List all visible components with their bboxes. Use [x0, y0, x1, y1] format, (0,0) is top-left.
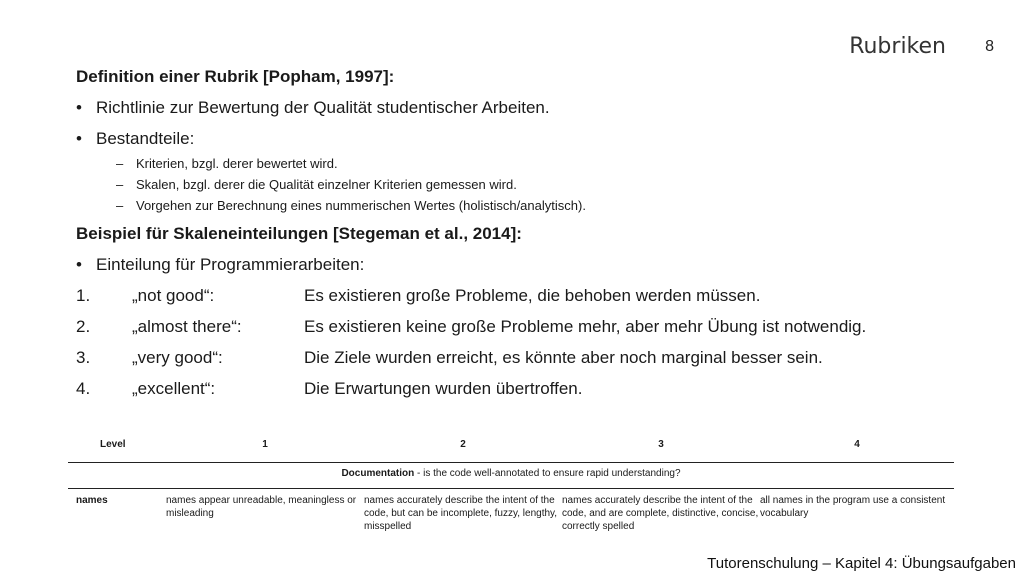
rubric-cell: names accurately describe the intent of the code, and are complete, distinctive, concise, correctly spelled: [562, 495, 759, 532]
section-heading-example: Beispiel für Skaleneinteilungen [Stegeman et al., 2014]:: [76, 224, 522, 243]
table-row: [68, 489, 954, 533]
level-item: [76, 347, 976, 369]
header-cell-4: 4: [854, 439, 860, 450]
bullet-item: [76, 254, 976, 276]
rubric-section-row: [68, 463, 954, 488]
dash-icon: –: [116, 177, 124, 192]
level-number: 2.: [76, 317, 91, 336]
level-item: [76, 285, 976, 307]
level-description: Es existieren große Probleme, die behoben werden müssen.: [304, 286, 761, 305]
level-item: [76, 316, 976, 338]
header-cell-3: 3: [658, 439, 664, 450]
level-label: „very good“:: [132, 348, 223, 367]
level-label: „excellent“:: [132, 379, 216, 398]
header-cell-1: 1: [262, 439, 268, 450]
sub-item: [76, 197, 976, 215]
rubric-cell: all names in the program use a consistent vocabulary: [760, 495, 946, 519]
rubric-table: [68, 436, 954, 533]
slide-title: Rubriken: [849, 34, 946, 59]
level-number: 4.: [76, 379, 91, 398]
sub-item-text: Vorgehen zur Berechnung eines nummerischen Wertes (holistisch/analytisch).: [136, 198, 586, 213]
sub-item: [76, 176, 976, 194]
level-label: „not good“:: [132, 286, 215, 305]
bullet-dot-icon: •: [76, 98, 82, 117]
bullet-text: Bestandteile:: [96, 129, 195, 148]
sub-item: [76, 155, 976, 173]
slide-content: [76, 66, 976, 400]
sub-item-text: Skalen, bzgl. derer die Qualität einzelner Kriterien gemessen wird.: [136, 177, 517, 192]
slide-footer: Tutorenschulung – Kapitel 4: Übungsaufgaben: [707, 555, 1016, 572]
level-description: Die Erwartungen wurden übertroffen.: [304, 379, 583, 398]
rubric-cell: names accurately describe the intent of the code, but can be incomplete, fuzzy, lengthy, misspelled: [364, 495, 558, 532]
dash-icon: –: [116, 198, 124, 213]
bullet-text: Einteilung für Programmierarbeiten:: [96, 255, 365, 274]
header-cell-level: Level: [100, 439, 126, 450]
section-title: Documentation: [341, 468, 415, 479]
bullet-dot-icon: •: [76, 255, 82, 274]
level-number: 3.: [76, 348, 91, 367]
section-heading-definition: Definition einer Rubrik [Popham, 1997]:: [76, 67, 395, 86]
level-label: „almost there“:: [132, 317, 242, 336]
criterion-cell: names: [76, 495, 108, 506]
sub-item-text: Kriterien, bzgl. derer bewertet wird.: [136, 156, 338, 171]
bullet-item: [76, 97, 976, 119]
dash-icon: –: [116, 156, 124, 171]
bullet-item: [76, 128, 976, 150]
level-number: 1.: [76, 286, 91, 305]
level-description: Es existieren keine große Probleme mehr, aber mehr Übung ist notwendig.: [304, 317, 867, 336]
rubric-header-row: [68, 436, 954, 462]
bullet-dot-icon: •: [76, 129, 82, 148]
rubric-cell: names appear unreadable, meaningless or misleading: [166, 495, 357, 519]
page-number: 8: [985, 38, 994, 55]
header-cell-2: 2: [460, 439, 466, 450]
section-description: - is the code well-annotated to ensure rapid understanding?: [414, 468, 681, 479]
level-item: [76, 378, 976, 400]
bullet-text: Richtlinie zur Bewertung der Qualität studentischer Arbeiten.: [96, 98, 550, 117]
level-description: Die Ziele wurden erreicht, es könnte aber noch marginal besser sein.: [304, 348, 823, 367]
